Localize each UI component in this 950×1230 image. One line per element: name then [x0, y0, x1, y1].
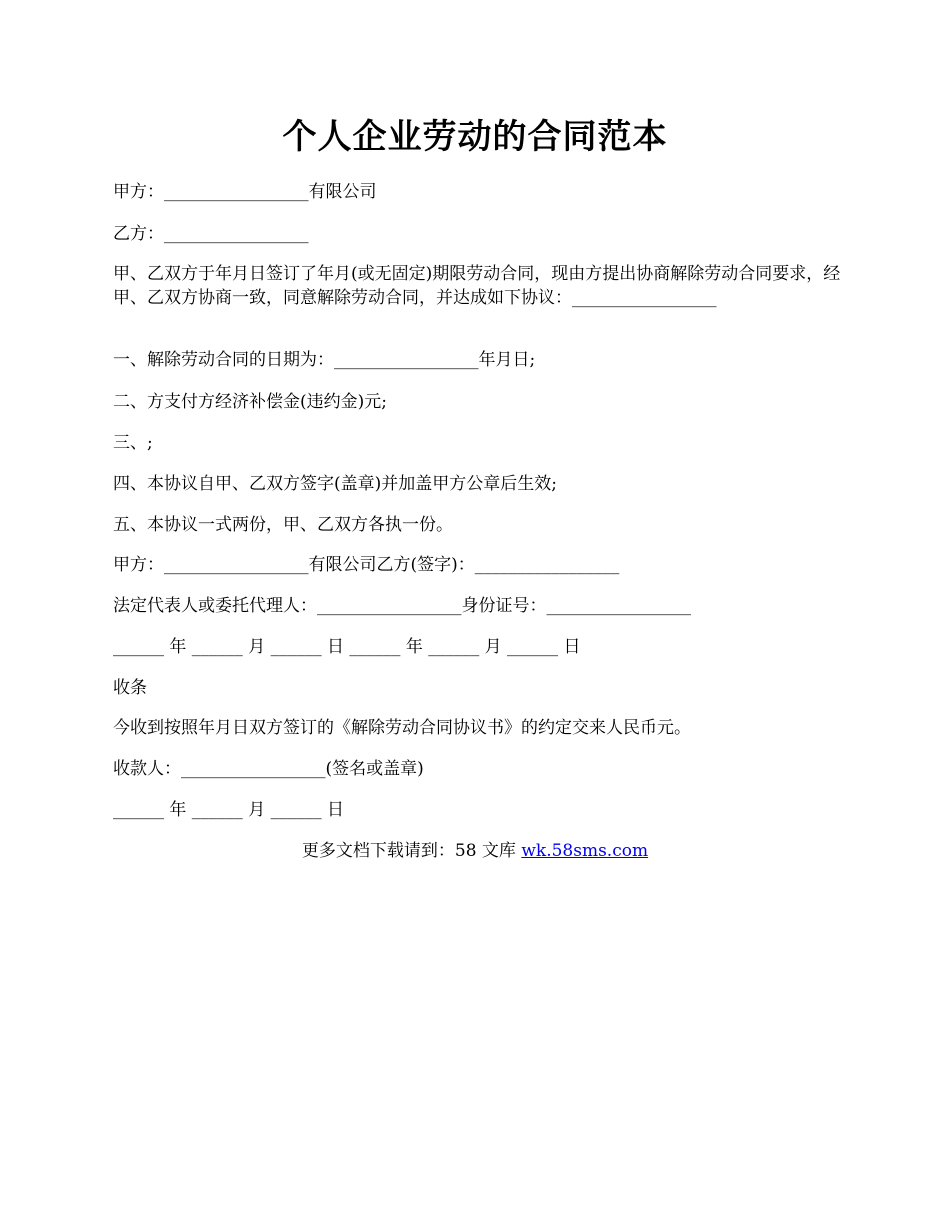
receipt-date-line: ______ 年 ______ 月 ______ 日 [113, 800, 345, 820]
signature-date-line: ______ 年 ______ 月 ______ 日 ______ 年 ______ 月 ______ 日 [113, 637, 581, 657]
document-title: 个人企业劳动的合同范本 [282, 117, 668, 157]
payee-line: 收款人：_________________(签名或盖章) [113, 759, 424, 779]
representative-id-line: 法定代表人或委托代理人：_________________身份证号：_________________ [113, 596, 691, 616]
clause-1: 一、解除劳动合同的日期为：_________________年月日; [113, 350, 536, 370]
clause-2: 二、方支付方经济补偿金(违约金)元; [113, 392, 387, 412]
agreement-intro-paragraph: 甲、乙双方于年月日签订了年月(或无固定)期限劳动合同，现由方提出协商解除劳动合同要求，经甲、乙双方协商一致，同意解除劳动合同，并达成如下协议：_________________ [113, 264, 841, 308]
footer-link[interactable]: wk.58sms.com [521, 841, 649, 861]
receipt-text: 今收到按照年月日双方签订的《解除劳动合同协议书》的约定交来人民币元。 [113, 718, 691, 738]
footer [0, 839, 950, 863]
receipt-heading: 收条 [113, 678, 147, 698]
clause-5: 五、本协议一式两份，甲、乙双方各执一份。 [113, 515, 453, 535]
footer-text: 更多文档下载请到：58 文库 [301, 841, 522, 861]
party-a-line: 甲方：_________________有限公司 [113, 182, 377, 202]
clause-4: 四、本协议自甲、乙双方签字(盖章)并加盖甲方公章后生效; [113, 474, 557, 494]
party-b-line: 乙方：_________________ [113, 224, 309, 244]
signature-parties-line: 甲方：_________________有限公司乙方(签字)：_________________ [113, 555, 620, 575]
clause-3: 三、; [113, 433, 153, 453]
